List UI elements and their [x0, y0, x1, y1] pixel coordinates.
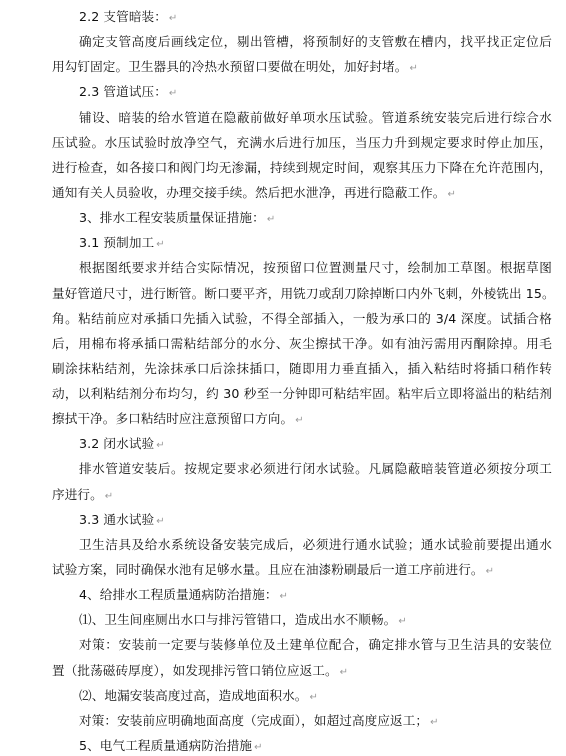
paragraph-line: 角。粘结前应对承插口先插入试验，不得全部插入，一般为承口的 3/4 深度。试插合格: [52, 310, 552, 326]
heading-section-5: 5、电气工程质量通病防治措施 ↵: [79, 738, 263, 753]
paragraph-line: 确定支管高度后画线定位，剔出管槽，将预制好的支管敷在槽内，找平找正定位后: [79, 34, 552, 50]
paragraph-line: 铺设、暗装的给水管道在隐蔽前做好单项水压试验。管道系统安装完后进行综合水: [79, 109, 552, 125]
heading-section-3: 3、排水工程安装质量保证措施： ↵: [79, 210, 276, 226]
heading-2-2: 2.2 支管暗装： ↵: [79, 9, 178, 24]
paragraph-line: 后，用棉布将承插口需粘结部分的水分、灰尘擦拭干净。如有油污需用丙酮除掉。用毛: [52, 335, 552, 351]
paragraph-line: 用勾钉固定。卫生器具的冷热水预留口要做在明处，加好封堵。 ↵: [52, 59, 418, 75]
paragraph-line: 对策：安装前一定要与装修单位及土建单位配合，确定排水管与卫生洁具的安装位: [79, 637, 552, 653]
paragraph-line: 进行检查，如各接口和阀门均无渗漏，持续到规定时间，观察其压力下降在允许范围内，: [52, 159, 552, 175]
paragraph-line: 动，以利粘结剂分布均匀，约 30 秒至一分钟即可粘结牢固。粘牢后立即将溢出的粘结剂: [52, 386, 552, 402]
list-item: ⑴、卫生间座厕出水口与排污管错口，造成出水不顺畅。 ↵: [79, 612, 407, 628]
paragraph-line: 压试验。水压试验时放净空气，充满水后进行加压，当压力升到规定要求时停止加压，: [52, 134, 552, 150]
paragraph-line: 根据图纸要求并结合实际情况，按预留口位置测量尺寸，绘制加工草图。根据草图: [79, 260, 552, 276]
paragraph-line: 擦拭干净。多口粘结时应注意预留口方向。 ↵: [52, 411, 304, 427]
heading-3-2: 3.2 闭水试验 ↵: [79, 436, 165, 452]
heading-section-4: 4、给排水工程质量通病防治措施： ↵: [79, 587, 289, 603]
paragraph-line: 量好管道尺寸，进行断管。断口要平齐，用铣刀或刮刀除掉断口内外飞刺，外棱铣出 15。: [52, 285, 555, 301]
paragraph-line: 通知有关人员验收，办理交接手续。然后把水泄净，再进行隐蔽工作。 ↵: [52, 184, 456, 200]
heading-3-3: 3.3 通水试验 ↵: [79, 511, 165, 527]
paragraph-line: 序进行。 ↵: [52, 486, 114, 502]
heading-3-1: 3.1 预制加工 ↵: [79, 235, 165, 251]
list-item: ⑵、地漏安装高度过高，造成地面积水。 ↵: [79, 687, 318, 703]
paragraph-line: 排水管道安装后。按规定要求必须进行闭水试验。凡属隐蔽暗装管道必须按分项工: [79, 461, 552, 477]
paragraph-line: 刷涂抹粘结剂，先涂抹承口后涂抹插口，随即用力垂直插入，插入粘结时将插口稍作转: [52, 360, 552, 376]
paragraph-line: 对策：安装前应明确地面高度（完成面），如超过高度应返工； ↵: [79, 712, 439, 728]
paragraph-line: 试验方案，同时确保水池有足够水量。且应在油漆粉刷最后一道工序前进行。 ↵: [52, 562, 495, 578]
heading-2-3: 2.3 管道试压： ↵: [79, 84, 178, 100]
paragraph-line: 置（批荡磁砖厚度），如发现排污管口销位应返工。 ↵: [52, 662, 349, 678]
paragraph-line: 卫生洁具及给水系统设备安装完成后，必须进行通水试验；通水试验前要提出通水: [79, 536, 552, 552]
